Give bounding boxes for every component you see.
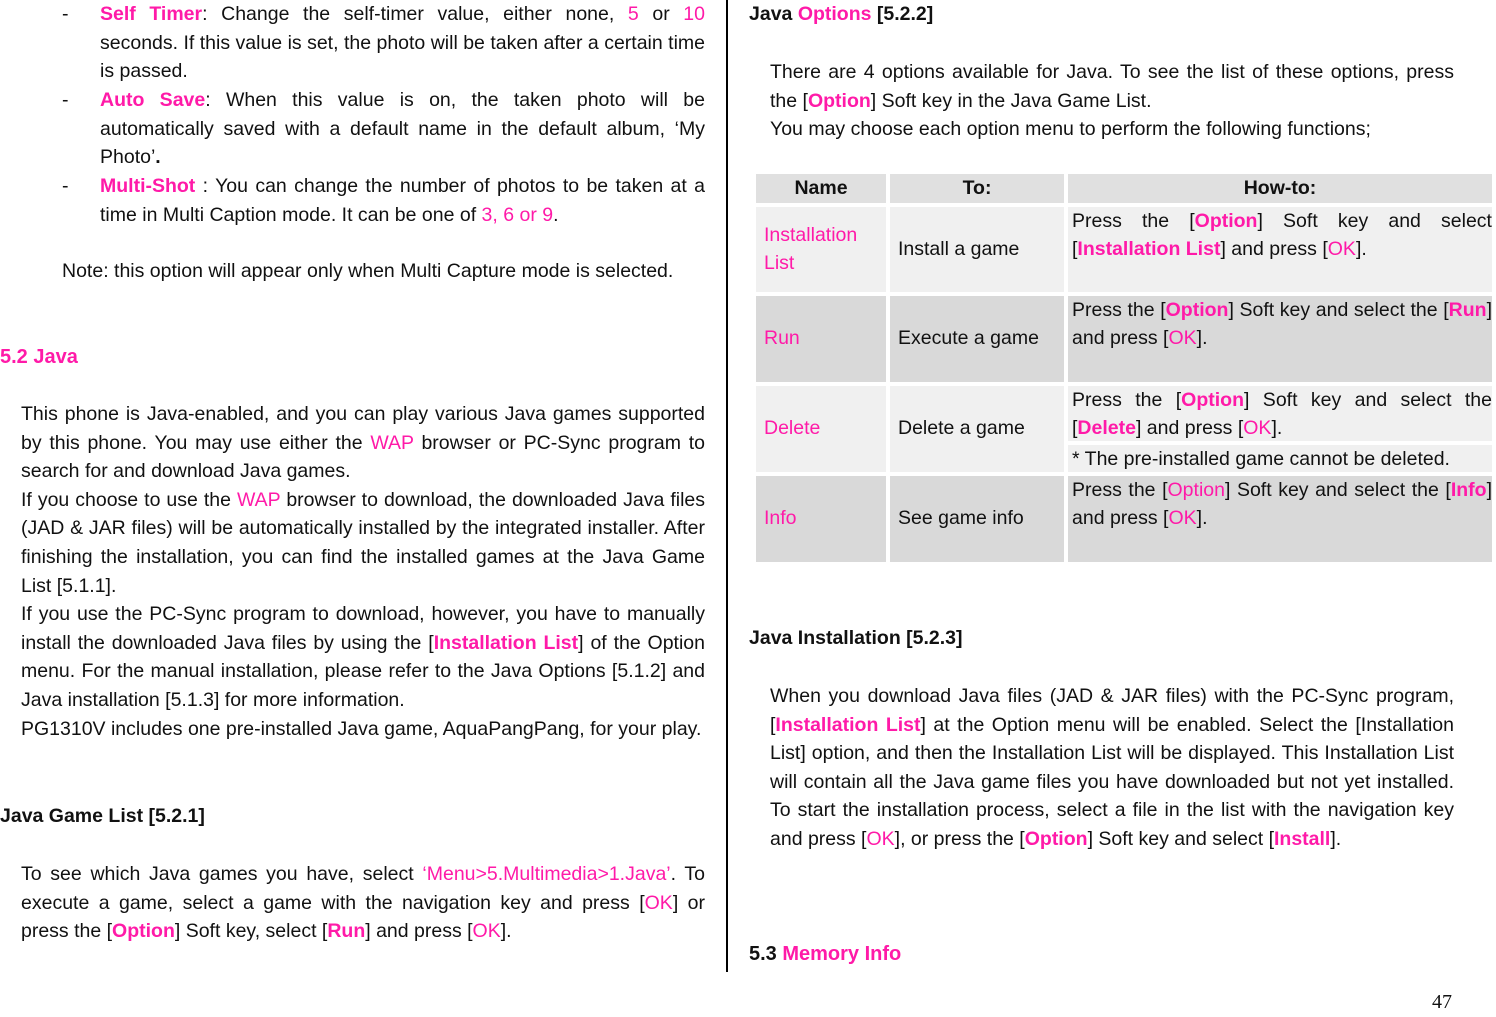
run-term: Run [327, 920, 366, 943]
option-name: Info [756, 476, 886, 562]
table-row [756, 476, 1492, 562]
text: If you choose to use the [21, 488, 237, 511]
text: To see which Java games you have, select [21, 863, 423, 885]
value: 3, 6 or 9 [481, 203, 554, 226]
option-term: Option [1194, 209, 1258, 232]
text: If you use the PC-Sync program to download, however, you have to manually install the downloaded Java files by using the [ [21, 603, 705, 654]
ok-term: OK [866, 827, 895, 850]
text: ] and press [ [365, 920, 473, 943]
text: [5.2.2] [871, 3, 934, 25]
text: This phone is Java-enabled, and you can play various Java games supported by this phone. You may use either the [21, 403, 705, 454]
memory-info-term: Memory Info [782, 943, 902, 965]
option-term: Option [1165, 298, 1229, 321]
installation-list-term: Installation List [433, 631, 579, 654]
bullet-self-timer [62, 0, 705, 86]
value: 5 [627, 3, 639, 25]
option-howto [1068, 207, 1492, 292]
header-how-to: How-to: [1068, 174, 1492, 203]
ok-term: OK [644, 891, 673, 914]
options-paragraph-2: You may choose each option menu to perform the following functions; [770, 118, 1371, 141]
multi-capture-note: Note: this option will appear only when Multi Capture mode is selected. [62, 260, 674, 282]
column-divider [726, 0, 728, 972]
text: ] Soft key and select the [ [1072, 388, 1492, 440]
text: or [638, 3, 684, 25]
java-paragraph-2 [21, 486, 705, 600]
text: Press the [ [1072, 209, 1195, 232]
option-term: Option [1167, 478, 1225, 501]
ok-term: OK [1327, 238, 1356, 261]
value: 10 [683, 3, 705, 25]
section-title-java: 5.2 Java [0, 346, 78, 368]
ok-term: OK [472, 920, 501, 943]
text: ]. [1271, 417, 1283, 440]
option-purpose: Execute a game [890, 296, 1064, 382]
text: ] and press [ [1072, 298, 1492, 350]
table-row [756, 386, 1492, 472]
option-howto [1068, 476, 1492, 562]
target-term: Run [1448, 298, 1487, 321]
text: : When this value is on, the taken photo will be automatically saved with a default name in the default album, ‘My Photo’ [100, 89, 705, 169]
header-to: To: [890, 174, 1064, 203]
option-term: Option [807, 89, 871, 112]
text: browser or PC-Sync program to search for and download Java games. [21, 431, 705, 483]
text: . To execute a game, select a game with the navigation key and press [ [21, 863, 705, 914]
bullet-auto-save [62, 86, 705, 172]
installation-list-term: Installation List [775, 713, 921, 736]
java-paragraph-1 [21, 400, 705, 486]
bullet-dash: - [62, 175, 69, 197]
text: ] Soft key, select [ [174, 920, 328, 943]
text: . [553, 203, 559, 226]
options-intro [770, 58, 1454, 144]
text: ] and press [ [1135, 417, 1244, 440]
header-name: Name [756, 174, 886, 203]
text: browser to download, the downloaded Java files (JAD & JAR files) will be automatically installed by the integrated installer. After finishing the installation, you can find the installed games at the Java Game List [5.1.1]. [21, 488, 706, 597]
term: Self Timer [100, 3, 203, 25]
subsection-title-installation: Java Installation [5.2.3] [749, 627, 963, 649]
page-number: 47 [1432, 991, 1452, 1013]
text: ] Soft key and select the [ [1228, 298, 1449, 321]
wap-term: WAP [370, 431, 414, 454]
text: . [155, 146, 161, 169]
text: ] Soft key and select the [ [1224, 478, 1451, 501]
option-term: Option [1181, 388, 1244, 411]
text: ]. [1355, 238, 1367, 261]
option-howto [1068, 296, 1492, 382]
text: Press the [ [1072, 478, 1168, 501]
wap-term: WAP [236, 488, 281, 511]
ok-term: OK [1168, 327, 1197, 350]
ok-term: OK [1168, 507, 1197, 530]
option-term: Option [1024, 827, 1088, 850]
bullet-dash: - [62, 89, 69, 111]
text: Press the [ [1072, 388, 1182, 411]
text: : You can change the number of photos to be taken at a time in Multi Caption mode. It can be one of [100, 175, 705, 226]
text: 5.3 [749, 943, 783, 965]
option-name: Delete [756, 386, 886, 472]
target-term: Info [1450, 478, 1487, 501]
option-name: Installation List [756, 207, 886, 292]
bullet-text [100, 172, 705, 229]
section-title-memory-info [749, 940, 901, 969]
text: : Change the self-timer value, either none, [202, 3, 628, 25]
text: ]. [1330, 827, 1342, 850]
howto-steps [1068, 386, 1492, 441]
text: ] of the Option menu. For the manual installation, please refer to the Java Options [5.1.2] and Java installation [5.1.3] for more information. [21, 631, 705, 711]
text: Java [749, 3, 798, 25]
bullet-dash: - [62, 3, 69, 25]
options-paragraph-1 [770, 58, 1454, 115]
install-term: Install [1274, 827, 1331, 850]
option-purpose: See game info [890, 476, 1064, 562]
target-term: Delete [1077, 417, 1136, 440]
text: ] at the Option menu will be enabled. Select the [Installation List] option, and then the Installation List will be displayed. This Installation List will contain all the Java game files you have downloaded but not yet installed. To start the installation process, select a file in the list with the navigation key and press [ [770, 713, 1455, 850]
java-paragraph-4: PG1310V includes one pre-installed Java game, AquaPangPang, for your play. [21, 717, 702, 740]
java-intro [21, 400, 705, 743]
option-purpose: Delete a game [890, 386, 1064, 472]
text: ]. [1196, 327, 1208, 350]
text: ] and press [ [1072, 478, 1492, 530]
java-options-table [752, 170, 1496, 566]
text: There are 4 options available for Java. To see the list of these options, press the [ [770, 61, 1454, 112]
term: Multi-Shot [100, 175, 196, 197]
text: ] and press [ [1220, 238, 1328, 261]
bullet-multi-shot [62, 172, 705, 229]
bullet-text [100, 86, 705, 172]
howto-note: * The pre-installed game cannot be deleted. [1068, 445, 1492, 472]
option-term: Option [112, 920, 175, 943]
subsection-title-game-list: Java Game List [5.2.1] [0, 805, 205, 827]
installation-paragraph [770, 682, 1454, 854]
ok-term: OK [1243, 417, 1272, 440]
options-term: Options [797, 3, 872, 25]
menu-path: ‘Menu>5.Multimedia>1.Java’ [422, 863, 671, 885]
text: ]. [1196, 507, 1208, 530]
option-name: Run [756, 296, 886, 382]
option-purpose: Install a game [890, 207, 1064, 292]
table-row [756, 207, 1492, 292]
text: When you download Java files (JAD & JAR files) with the PC-Sync program, [ [770, 685, 1454, 736]
table-header-row [756, 174, 1492, 203]
table-row [756, 296, 1492, 382]
text: ], or press the [ [894, 827, 1025, 850]
subsection-title-options [749, 0, 933, 29]
text: ] Soft key and select [ [1072, 209, 1492, 261]
game-list-paragraph [21, 860, 705, 946]
text: ]. [500, 920, 512, 943]
text: ] Soft key in the Java Game List. [870, 89, 1152, 112]
text: seconds. If this value is set, the photo will be taken after a certain time is passed. [100, 31, 705, 83]
target-term: Installation List [1077, 238, 1221, 261]
option-howto [1068, 386, 1492, 472]
bullet-text [100, 0, 705, 86]
term: Auto Save [100, 89, 206, 111]
java-paragraph-3 [21, 600, 705, 714]
text: Press the [ [1072, 298, 1166, 321]
text: ] Soft key and select [ [1087, 827, 1274, 850]
text: ] or press the [ [21, 891, 705, 943]
